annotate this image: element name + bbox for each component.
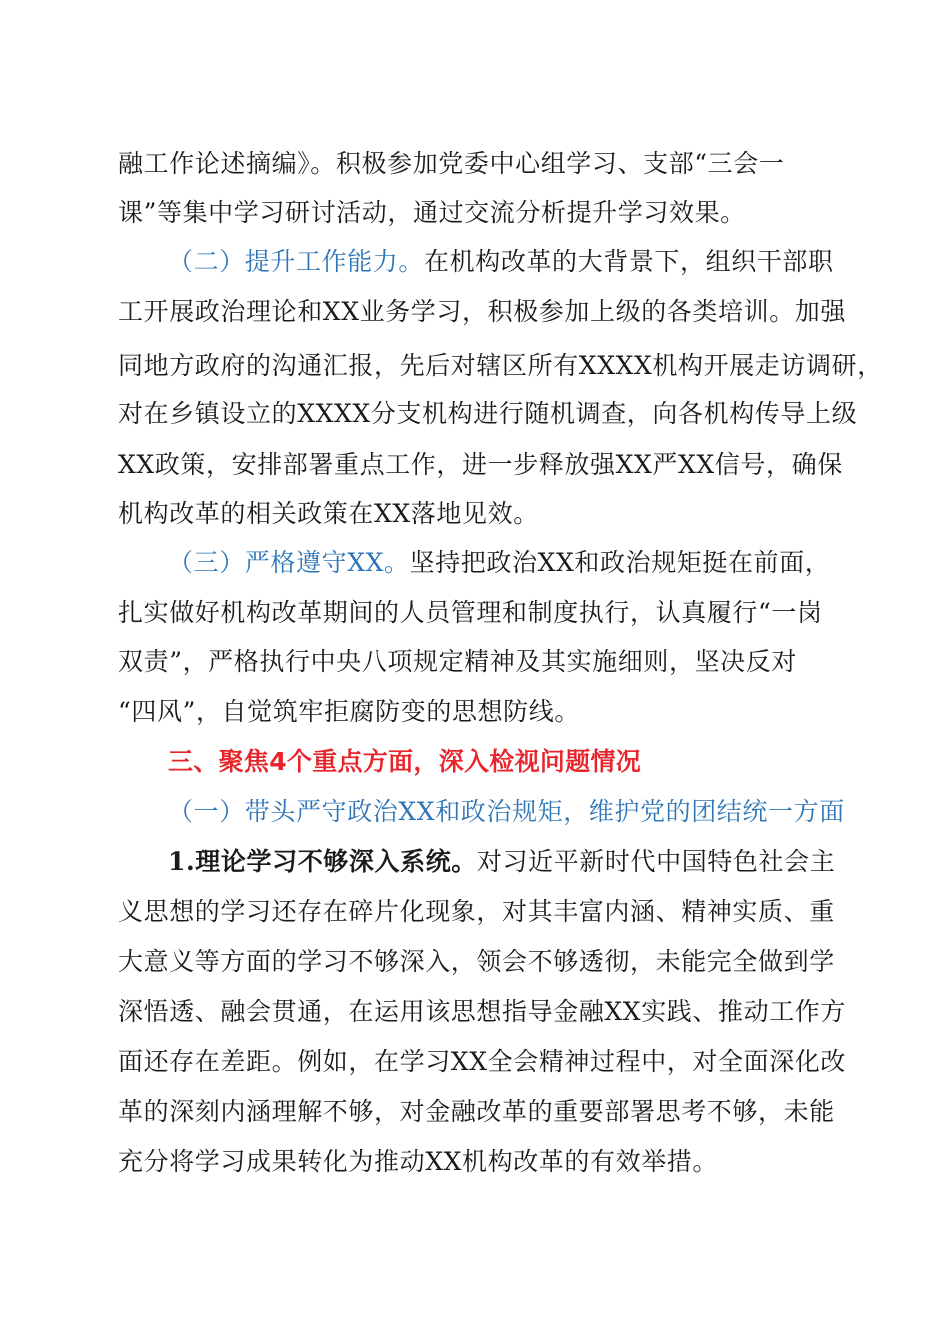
subheading-1: （一）带头严守政治XX和政治规矩，维护党的团结统一方面 xyxy=(168,797,845,826)
paragraph-line: 对在乡镇设立的XXXX分支机构进行随机调查，向各机构传导上级 xyxy=(118,399,858,428)
paragraph-line: XX政策，安排部署重点工作，进一步释放强XX严XX信号，确保 xyxy=(118,450,843,479)
paragraph-line: 深悟透、融会贯通，在运用该思想指导金融XX实践、推动工作方 xyxy=(118,997,846,1026)
paragraph-line: 工开展政治理论和XX业务学习，积极参加上级的各类培训。加强 xyxy=(118,297,846,326)
paragraph-line: 双责”，严格执行中央八项规定精神及其实施细则，坚决反对 xyxy=(118,647,797,676)
paragraph-line: 课”等集中学习研讨活动，通过交流分析提升学习效果。 xyxy=(118,198,746,227)
paragraph-line: 面还存在差距。例如，在学习XX全会精神过程中，对全面深化改 xyxy=(118,1047,846,1076)
paragraph-line: 充分将学习成果转化为推动XX机构改革的有效举措。 xyxy=(118,1147,718,1176)
subheading-2: （二）提升工作能力。 xyxy=(168,247,425,276)
paragraph-line: 同地方政府的沟通汇报，先后对辖区所有XXXX机构开展走访调研， xyxy=(118,351,883,380)
section-heading-3: 三、聚焦4个重点方面，深入检视问题情况 xyxy=(168,747,642,776)
paragraph-text: 在机构改革的大背景下，组织干部职 xyxy=(424,247,834,276)
paragraph-line: 大意义等方面的学习不够深入，领会不够透彻，未能完全做到学 xyxy=(118,947,835,976)
paragraph-text: 对习近平新时代中国特色社会主 xyxy=(476,847,836,876)
subheading-3: （三）严格遵守XX。 xyxy=(168,548,410,577)
section-paragraph-3 xyxy=(168,546,830,580)
section-paragraph-2 xyxy=(168,245,834,279)
paragraph-line: 扎实做好机构改革期间的人员管理和制度执行，认真履行“一岗 xyxy=(118,598,823,627)
paragraph-line: 革的深刻内涵理解不够，对金融改革的重要部署思考不够，未能 xyxy=(118,1097,835,1126)
paragraph-line: 义思想的学习还存在碎片化现象，对其丰富内涵、精神实质、重 xyxy=(118,897,835,926)
item-title-1: 1.理论学习不够深入系统。 xyxy=(168,847,477,876)
item-paragraph-1 xyxy=(168,845,835,879)
paragraph-line: “四风”，自觉筑牢拒腐防变的思想防线。 xyxy=(118,697,580,726)
paragraph-line: 融工作论述摘编》。积极参加党委中心组学习、支部“三会一 xyxy=(118,149,785,178)
paragraph-line: 机构改革的相关政策在XX落地见效。 xyxy=(118,499,539,528)
paragraph-text: 坚持把政治XX和政治规矩挺在前面， xyxy=(409,548,831,577)
